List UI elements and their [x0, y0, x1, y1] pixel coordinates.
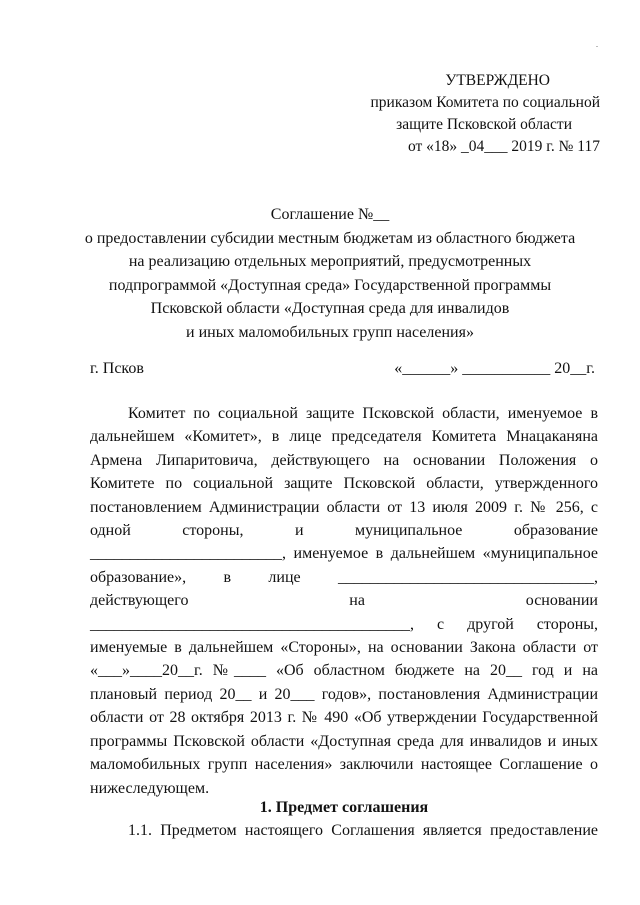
title-line-1: Соглашение №__: [270, 206, 390, 223]
approval-committee-line: защите Псковской области: [396, 116, 572, 133]
title-line-4: подпрограммой «Доступная среда» Государственной программы: [108, 276, 552, 294]
approval-date-number: от «18» _04___ 2019 г. № 117: [407, 138, 600, 155]
preamble-body: [90, 402, 598, 800]
title-line-3: на реализацию отдельных мероприятий, предусмотренных: [128, 253, 532, 270]
clause-1-1-text: 1.1. Предметом настоящего Соглашения является предоставление: [128, 822, 598, 839]
scan-speck: [596, 46, 598, 47]
title-line-5: Псковской области «Доступная среда для инвалидов: [150, 300, 510, 317]
city-label: г. Псков: [90, 360, 144, 377]
section-1-heading: 1. Предмет соглашения: [259, 799, 429, 816]
title-line-6: и иных маломобильных групп населения»: [186, 323, 474, 341]
approval-order-line: приказом Комитета по социальной: [370, 94, 600, 111]
preamble-paragraph: Комитет по социальной защите Псковской области, именуемое в дальнейшем «Комитет», в лице председателя Комитета Мнацаканяна Армена Липаритовича, действующего на основании Положения о Комитете по социальной защите Псковской области, утвержденного постановлением Администрации области от 13 июля 2009 г. № 256, с одной стороны, и муниципальное образование ________________________, именуемое в дальнейшем «муниципальное образование», в лице ________________________________, действующего на основании ________________________________________, с другой стороны, именуемые в дальнейшем «Стороны», на основании Закона области от «___»____20__г. №____ «Об областном бюджете на 20__ год и на плановый период 20__ и 20___ годов», постановления Администрации области от 28 октября 2013 г. № 490 «Об утверждении Государственной программы Псковской области «Доступная среда для инвалидов и иных маломобильных групп населения» заключили настоящее Соглашение о нижеследующем.: [90, 405, 598, 797]
agreement-title: [60, 203, 600, 344]
title-line-2: о предоставлении субсидии местным бюджетам из областного бюджета: [84, 229, 576, 247]
approval-block: [350, 70, 600, 158]
clause-1-1: [90, 820, 598, 842]
approval-heading: УТВЕРЖДЕНО: [445, 72, 550, 89]
date-blank: «______» ___________ 20__г.: [394, 360, 595, 377]
